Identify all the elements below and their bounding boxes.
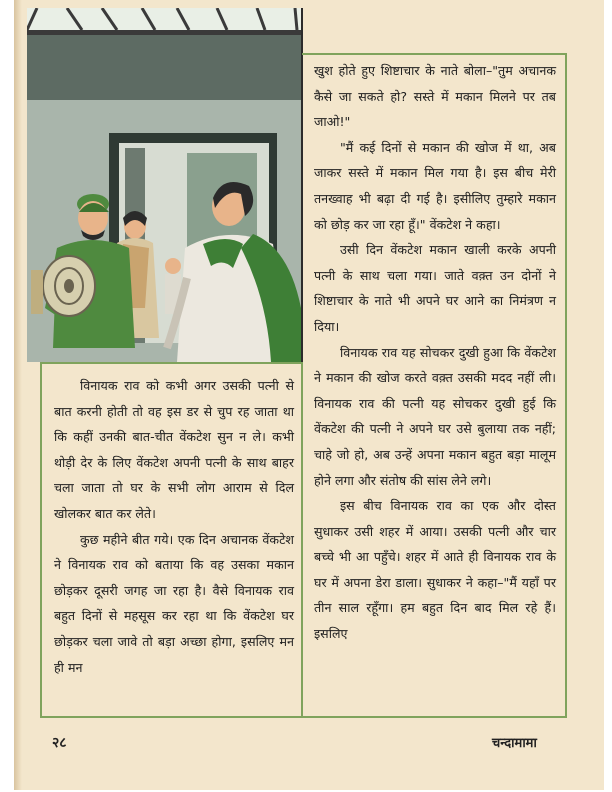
frame-line-left (40, 362, 42, 718)
paragraph: विनायक राव यह सोचकर दुखी हुआ कि वेंकटेश ने मकान की खोज करते वक़्त उसकी मदद नहीं ली। विनायक राव की पत्नी यह सोचकर दुखी हुई कि वेंकटेश की पत्नी ने अपने घर उसे बुलाया तक नहीं; चाहे जो हो, अब उन्हें अपना मकान बहुत बड़ा मालूम होने लगा और संतोष की सांस लेने लगे। (314, 344, 556, 488)
paragraph: खुश होते हुए शिष्टाचार के नाते बोला–"तुम अचानक कैसे जा सकते हो? सस्ते में मकान मिलने पर तब जाओ!" (314, 63, 556, 130)
right-text-column (314, 58, 556, 647)
frame-line-bottom (40, 716, 567, 718)
frame-line-top (302, 53, 567, 55)
spine-shadow (14, 0, 22, 790)
scene-illustration (27, 8, 303, 362)
paragraph: विनायक राव को कभी अगर उसकी पत्नी से बात करनी होती तो वह इस डर से चुप रह जाता था कि कहीं उनकी बात-चीत वेंकटेश सुन न ले। कभी थोड़ी देर के लिए वेंकटेश अपनी पत्नी के साथ बाहर चला जाता तो घर के सभी लोग आराम से दिल खोलकर बात कर लेते। (54, 378, 294, 521)
paragraph: उसी दिन वेंकटेश मकान खाली करके अपनी पत्नी के साथ चला गया। जाते वक़्त उन दोनों ने शिष्टाचार के नाते भी अपने घर आने का निमंत्रण न दिया। (314, 242, 556, 334)
paragraph: इस बीच विनायक राव का एक और दोस्त सुधाकर उसी शहर में आया। उसकी पत्नी और चार बच्चे भी आ पहुँचे। शहर में आते ही विनायक राव के घर में अपना डेरा डाला। सुधाकर ने कहा–"मैं यहाँ पर तीन साल रहूँगा। हम बहुत दिन बाद मिल रहे हैं। इसलिए (314, 498, 556, 642)
frame-line-middle (301, 362, 303, 718)
paragraph: कुछ महीने बीत गये। एक दिन अचानक वेंकटेश ने विनायक राव को बताया कि वह उसका मकान छोड़कर दूसरी जगह जा रहा है। वैसे विनायक राव बहुत दिनों से महसूस कर रहा था कि वेंकटेश घर छोड़कर चला जावे तो बड़ा अच्छा होगा, इसलिए मन ही मन (54, 531, 294, 675)
illustration-svg (27, 8, 301, 362)
left-text-column (54, 373, 294, 680)
magazine-name: चन्दामामा (492, 736, 537, 751)
frame-line-right (565, 53, 567, 718)
paragraph: "मैं कई दिनों से मकान की खोज में था, अब जाकर सस्ते में मकान मिल गया है। इस बीच मेरी तनख्वाह भी बढ़ा दी गई है। इसीलिए तुम्हारे मकान को छोड़ कर जा रहा हूँ।" वेंकटेश ने कहा। (314, 139, 556, 232)
frame-line-under-illustration (40, 362, 302, 364)
page-number: २८ (52, 735, 67, 751)
